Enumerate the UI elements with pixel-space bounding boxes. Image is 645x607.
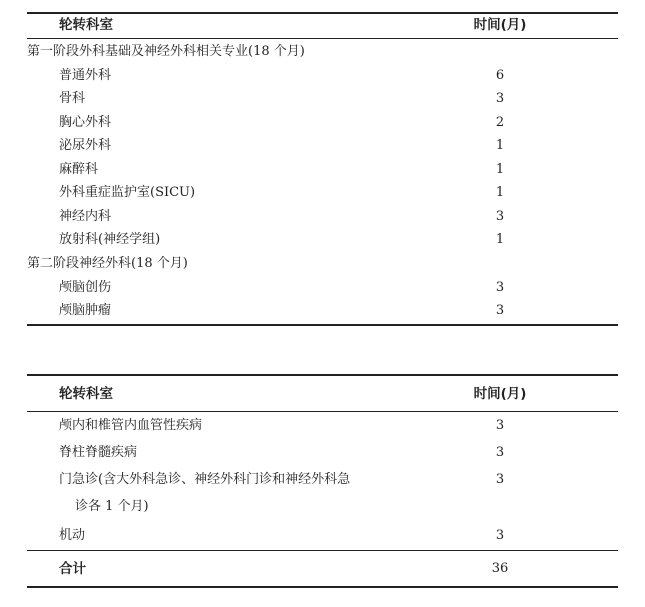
row-department: 普通外科 xyxy=(59,68,112,83)
table1-header-time: 时间(月) xyxy=(473,17,527,33)
table2-bottom-rule xyxy=(27,586,618,588)
row-months: 3 xyxy=(495,445,505,460)
row-department: 神经内科 xyxy=(59,209,112,224)
table1-header-department: 轮转科室 xyxy=(59,17,113,33)
stage1-label: 第一阶段外科基础及神经外科相关专业(18 个月) xyxy=(27,44,305,59)
table2-header-row xyxy=(27,382,618,406)
row-department: 颅脑创伤 xyxy=(59,280,112,295)
row-months: 1 xyxy=(495,185,505,200)
row-months: 1 xyxy=(495,162,505,177)
row-months: 1 xyxy=(495,138,505,153)
row-months: 2 xyxy=(495,115,505,130)
rotation-table-2 xyxy=(27,0,618,600)
row-months: 3 xyxy=(495,303,505,318)
row-months: 3 xyxy=(495,472,505,487)
table2-header-rule xyxy=(27,411,618,412)
row-months: 3 xyxy=(495,280,505,295)
row-months: 3 xyxy=(495,91,505,106)
row-months: 3 xyxy=(495,209,505,224)
total-row xyxy=(27,557,618,581)
row-department: 麻醉科 xyxy=(59,162,99,177)
stage2-label: 第二阶段神经外科(18 个月) xyxy=(27,256,188,271)
row-department: 脊柱脊髓疾病 xyxy=(59,445,138,460)
row-department: 门急诊(含大外科急诊、神经外科门诊和神经外科急 xyxy=(59,472,351,487)
row-department: 胸心外科 xyxy=(59,115,112,130)
row-department: 泌尿外科 xyxy=(59,138,112,153)
row-department: 机动 xyxy=(59,528,86,543)
row-department: 外科重症监护室(SICU) xyxy=(59,185,196,200)
row-months: 6 xyxy=(495,68,505,83)
table-row xyxy=(27,414,618,438)
row-months: 1 xyxy=(495,232,505,247)
table2-header-department: 轮转科室 xyxy=(59,386,113,402)
row-department: 颅内和椎管内血管性疾病 xyxy=(59,418,203,433)
table-row-continuation xyxy=(27,495,618,519)
table-row xyxy=(27,468,618,492)
table2-header-time: 时间(月) xyxy=(473,386,527,402)
total-label: 合计 xyxy=(59,561,86,577)
row-months: 3 xyxy=(495,528,505,543)
row-department: 放射科(神经学组) xyxy=(59,232,161,247)
total-months: 36 xyxy=(491,561,509,576)
row-department: 颅脑肿瘤 xyxy=(59,303,112,318)
row-department-continuation: 诊各 1 个月) xyxy=(75,499,149,514)
row-department: 骨科 xyxy=(59,91,86,106)
table2-top-rule xyxy=(27,374,618,376)
table-row xyxy=(27,524,618,548)
table2-total-rule xyxy=(27,550,618,551)
row-months: 3 xyxy=(495,418,505,433)
table-row xyxy=(27,441,618,465)
